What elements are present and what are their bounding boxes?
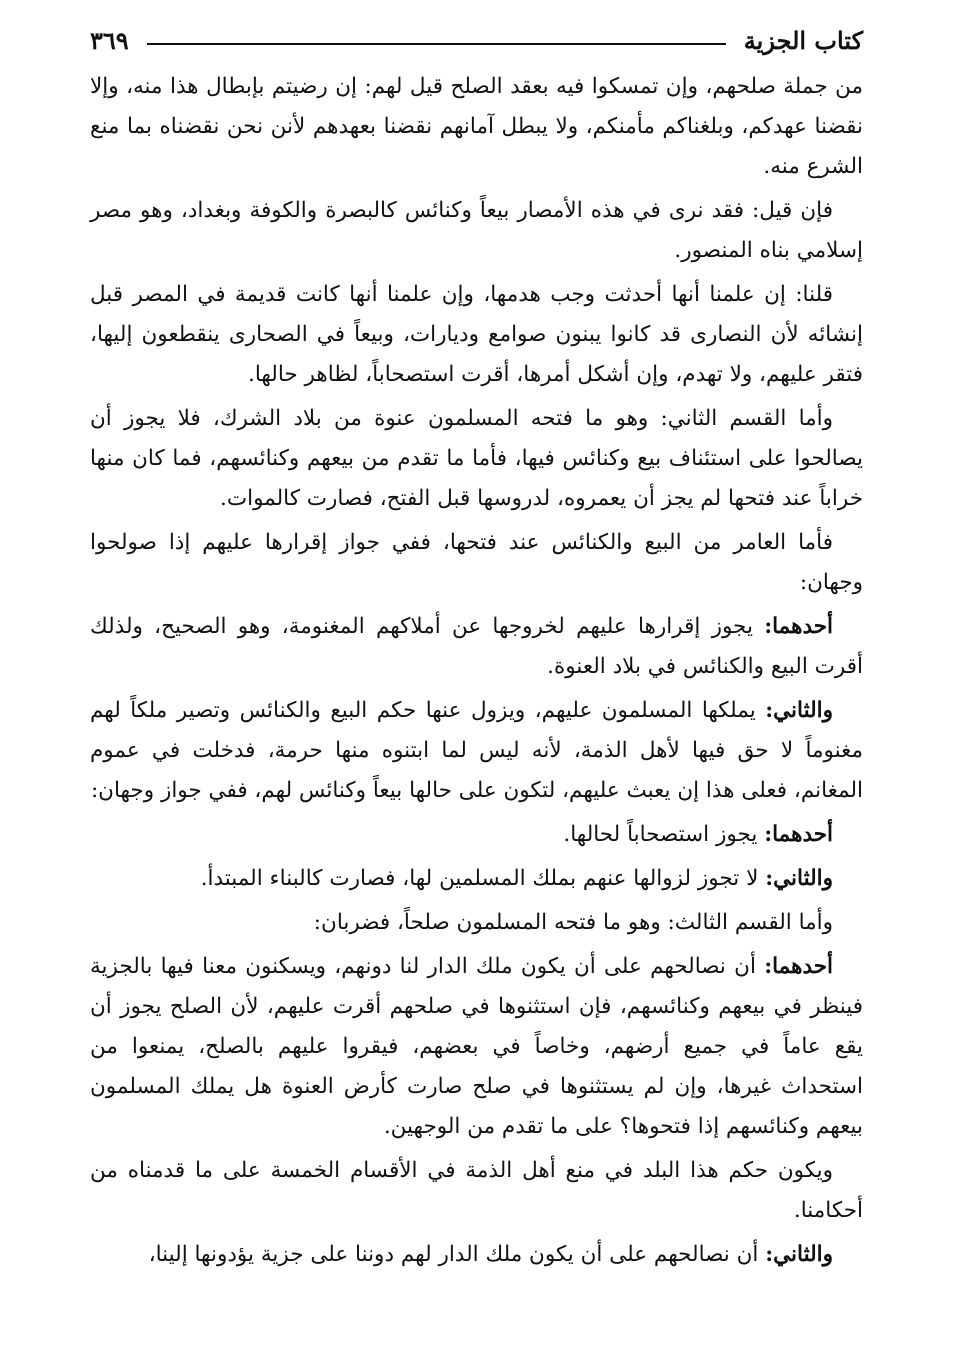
paragraph-13 (90, 1235, 863, 1275)
paragraph-text: لا تجوز لزوالها عنهم بملك المسلمين لها، فصارت كالبناء المبتدأ. (200, 866, 759, 891)
page-number: ٣٦٩ (90, 26, 129, 55)
paragraph-text: ويكون حكم هذا البلد في منع أهل الذمة في الأقسام الخمسة على ما قدمناه من أحكامنا. (90, 1158, 863, 1223)
header-rule (147, 43, 726, 45)
paragraph-text: يملكها المسلمون عليهم، ويزول عنها حكم البيع والكنائس وتصير ملكاً لهم مغنوماً لا حق فيها لأهل الذمة، لأنه ليس لما ابتنوه منها حرمة، فدخلت في عموم المغانم، فعلى هذا إن يعبث عليهم، لتكون على حالها بيعاً وكنائس لهم، ففي جواز وجهان: (90, 698, 863, 803)
paragraph-lead: أحدهما: (764, 614, 833, 639)
paragraph-12 (90, 1151, 863, 1231)
paragraph-9 (90, 859, 863, 899)
paragraph-4 (90, 399, 863, 519)
paragraph-lead: أحدهما: (764, 822, 833, 847)
paragraph-text: أن نصالحهم على أن يكون ملك الدار لنا دونهم، ويسكنون معنا فيها بالجزية فينظر في بيعهم وكنائسهم، فإن استثنوها في صلحهم أقرت عليهم، لأن الصلح يجوز أن يقع عاماً في جميع أرضهم، وخاصاً في بعضهم، فيقروا عليهم بالصلح، يمنعوا من استحداث غيرها، وإن لم يستثنوها في صلح صارت كأرض العنوة هل يملك المسلمون بيعهم وكنائسهم إذا فتحوها؟ على ما تقدم من الوجهين. (90, 954, 863, 1139)
paragraph-text: قلنا: إن علمنا أنها أحدثت وجب هدمها، وإن علمنا أنها كانت قديمة في المصر قبل إنشائه لأن النصارى قد كانوا يبنون صوامع وديارات، وبيعاً في الصحارى ينقطعون إليها، فتقر عليهم، ولا تهدم، وإن أشكل أمرها، أقرت استصحاباً، لظاهر حالها. (90, 282, 863, 387)
paragraph-text: أن نصالحهم على أن يكون ملك الدار لهم دوننا على جزية يؤدونها إلينا، (148, 1242, 759, 1267)
paragraph-text: وأما القسم الثاني: وهو ما فتحه المسلمون عنوة من بلاد الشرك، فلا يجوز أن يصالحوا على استئناف بيع وكنائس فيها، فأما ما تقدم من بيعهم وكنائسهم، فما كان منها خراباً عند فتحها لم يجز أن يعمروه، لدروسها قبل الفتح، فصارت كالموات. (90, 406, 863, 511)
paragraph-11 (90, 947, 863, 1147)
paragraph-text: من جملة صلحهم، وإن تمسكوا فيه بعقد الصلح قيل لهم: إن رضيتم بإبطال هذا منه، وإلا نقضنا عهدكم، وبلغناكم مأمنكم، ولا يبطل آمانهم نقضنا بعهدهم لأنن نحن نقضناه بما منع الشرع منه. (90, 74, 863, 179)
running-header (90, 26, 863, 55)
paragraph-8 (90, 815, 863, 855)
paragraph-7 (90, 691, 863, 811)
page-body (90, 67, 863, 1275)
paragraph-lead: والثاني: (765, 698, 833, 723)
paragraph-text: فإن قيل: فقد نرى في هذه الأمصار بيعاً وكنائس كالبصرة والكوفة وبغداد، وهو مصر إسلامي بناه المنصور. (90, 198, 863, 263)
chapter-title: كتاب الجزية (743, 26, 863, 55)
paragraph-text: وأما القسم الثالث: وهو ما فتحه المسلمون صلحاً، فضربان: (313, 910, 833, 935)
paragraph-text: يجوز استصحاباً لحالها. (563, 822, 758, 847)
paragraph-lead: والثاني: (765, 866, 833, 891)
paragraph-5 (90, 523, 863, 603)
paragraph-lead: والثاني: (765, 1242, 833, 1267)
paragraph-10 (90, 903, 863, 943)
paragraph-text: فأما العامر من البيع والكنائس عند فتحها، ففي جواز إقرارها عليهم إذا صولحوا وجهان: (90, 530, 863, 595)
paragraph-text: يجوز إقرارها عليهم لخروجها عن أملاكهم المغنومة، وهو الصحيح، ولذلك أقرت البيع والكنائس في بلاد العنوة. (90, 614, 863, 679)
paragraph-lead: أحدهما: (764, 954, 833, 979)
paragraph-3 (90, 275, 863, 395)
paragraph-6 (90, 607, 863, 687)
paragraph-2 (90, 191, 863, 271)
paragraph-1 (90, 67, 863, 187)
